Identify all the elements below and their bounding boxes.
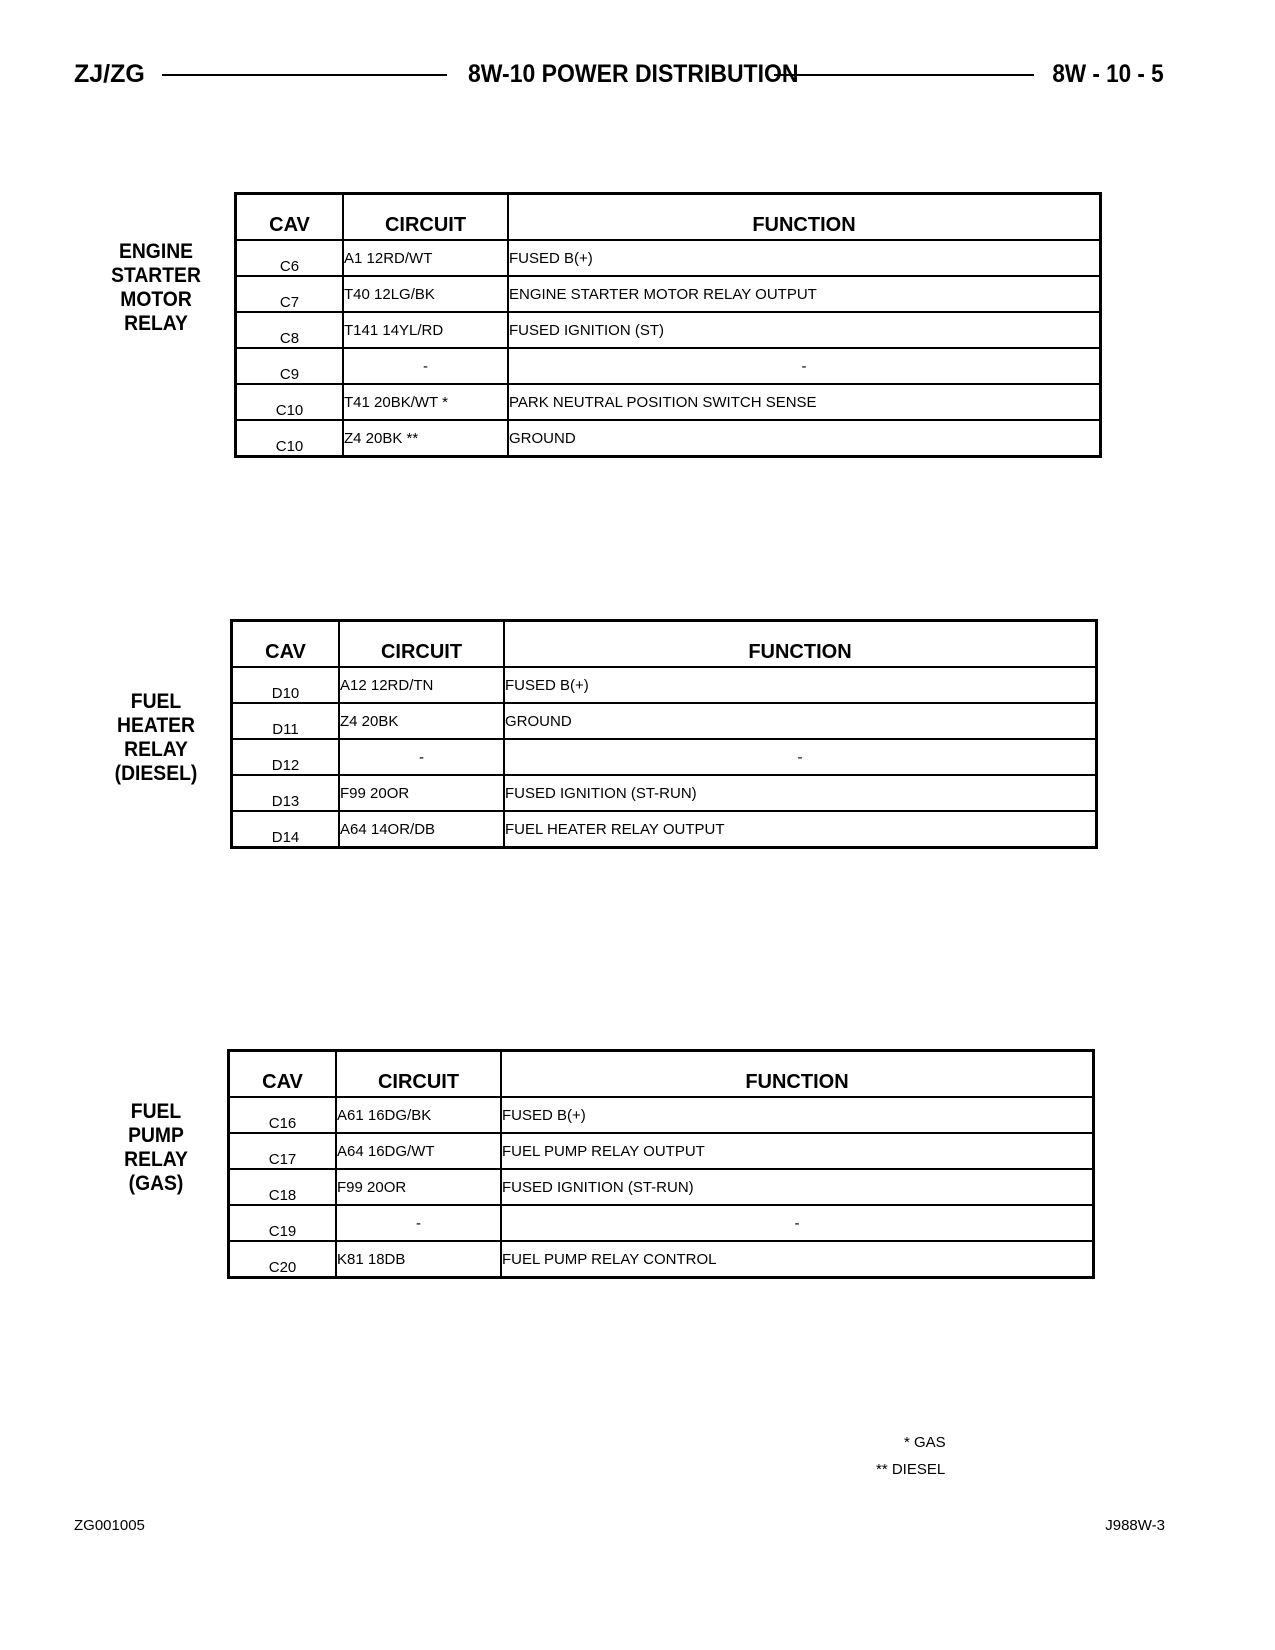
circuit-cell: K81 18DB <box>336 1241 501 1278</box>
function-cell: - <box>508 348 1101 384</box>
cav-cell: C17 <box>229 1133 337 1169</box>
circuit-cell: F99 20OR <box>339 775 504 811</box>
function-cell: FUSED IGNITION (ST-RUN) <box>504 775 1097 811</box>
table-row <box>232 775 1097 811</box>
function-cell: FUSED B(+) <box>501 1097 1094 1133</box>
table-row <box>236 420 1101 457</box>
table-header-row <box>229 1051 1094 1098</box>
cav-cell: D14 <box>232 811 340 848</box>
function-cell: FUSED B(+) <box>508 240 1101 276</box>
engine-starter-motor-relay-table <box>234 192 1102 458</box>
cav-cell: C10 <box>236 420 344 457</box>
cav-cell: D10 <box>232 667 340 703</box>
function-cell: FUEL PUMP RELAY CONTROL <box>501 1241 1094 1278</box>
circuit-cell: Z4 20BK ** <box>343 420 508 457</box>
function-header: FUNCTION <box>508 194 1101 241</box>
circuit-cell: Z4 20BK <box>339 703 504 739</box>
page-header <box>74 56 1164 96</box>
table-row <box>232 703 1097 739</box>
table-row <box>229 1241 1094 1278</box>
function-cell: GROUND <box>504 703 1097 739</box>
cav-cell: C20 <box>229 1241 337 1278</box>
cav-header: CAV <box>229 1051 337 1098</box>
cav-cell: C10 <box>236 384 344 420</box>
cav-cell: C18 <box>229 1169 337 1205</box>
table-row <box>232 739 1097 775</box>
circuit-header: CIRCUIT <box>339 621 504 668</box>
cav-cell: C8 <box>236 312 344 348</box>
fuel-pump-relay-table <box>227 1049 1095 1279</box>
table-row <box>232 667 1097 703</box>
fuel-heater-relay-table <box>230 619 1098 849</box>
function-cell: - <box>501 1205 1094 1241</box>
table-row <box>229 1133 1094 1169</box>
engine-starter-motor-relay-label: ENGINE STARTER MOTOR RELAY <box>111 240 201 335</box>
header-rule-left <box>162 74 447 76</box>
cav-cell: D12 <box>232 739 340 775</box>
cav-cell: D13 <box>232 775 340 811</box>
page-number: 8W - 10 - 5 <box>1052 60 1164 88</box>
table-row <box>236 276 1101 312</box>
function-cell: GROUND <box>508 420 1101 457</box>
cav-header: CAV <box>232 621 340 668</box>
circuit-cell: A64 14OR/DB <box>339 811 504 848</box>
table-row <box>236 312 1101 348</box>
function-cell: FUEL HEATER RELAY OUTPUT <box>504 811 1097 848</box>
header-rule-right <box>774 74 1034 76</box>
circuit-cell: T41 20BK/WT * <box>343 384 508 420</box>
table-row <box>229 1205 1094 1241</box>
figure-id-right: J988W-3 <box>1105 1517 1165 1534</box>
circuit-header: CIRCUIT <box>343 194 508 241</box>
cav-cell: C19 <box>229 1205 337 1241</box>
cav-cell: C9 <box>236 348 344 384</box>
circuit-cell: A1 12RD/WT <box>343 240 508 276</box>
function-cell: FUSED B(+) <box>504 667 1097 703</box>
figure-id-left: ZG001005 <box>74 1517 145 1534</box>
table-row <box>236 384 1101 420</box>
circuit-cell: T141 14YL/RD <box>343 312 508 348</box>
model-code: ZJ/ZG <box>74 60 145 88</box>
section-title: 8W-10 POWER DISTRIBUTION <box>468 60 799 88</box>
function-header: FUNCTION <box>504 621 1097 668</box>
table-header-row <box>232 621 1097 668</box>
function-cell: - <box>504 739 1097 775</box>
cav-cell: C16 <box>229 1097 337 1133</box>
circuit-cell: - <box>336 1205 501 1241</box>
circuit-cell: A61 16DG/BK <box>336 1097 501 1133</box>
table-row <box>236 348 1101 384</box>
function-cell: FUSED IGNITION (ST-RUN) <box>501 1169 1094 1205</box>
cav-cell: C6 <box>236 240 344 276</box>
cav-cell: D11 <box>232 703 340 739</box>
circuit-cell: F99 20OR <box>336 1169 501 1205</box>
circuit-cell: A64 16DG/WT <box>336 1133 501 1169</box>
table-row <box>232 811 1097 848</box>
diesel-footnote: ** DIESEL <box>876 1461 946 1478</box>
fuel-pump-relay-label: FUEL PUMP RELAY (GAS) <box>124 1100 188 1195</box>
circuit-cell: T40 12LG/BK <box>343 276 508 312</box>
table-row <box>236 240 1101 276</box>
circuit-header: CIRCUIT <box>336 1051 501 1098</box>
cav-header: CAV <box>236 194 344 241</box>
function-cell: PARK NEUTRAL POSITION SWITCH SENSE <box>508 384 1101 420</box>
circuit-cell: - <box>343 348 508 384</box>
circuit-cell: - <box>339 739 504 775</box>
function-cell: FUEL PUMP RELAY OUTPUT <box>501 1133 1094 1169</box>
table-row <box>229 1169 1094 1205</box>
table-row <box>229 1097 1094 1133</box>
function-cell: FUSED IGNITION (ST) <box>508 312 1101 348</box>
cav-cell: C7 <box>236 276 344 312</box>
table-header-row <box>236 194 1101 241</box>
fuel-heater-relay-label: FUEL HEATER RELAY (DIESEL) <box>114 690 198 785</box>
function-header: FUNCTION <box>501 1051 1094 1098</box>
function-cell: ENGINE STARTER MOTOR RELAY OUTPUT <box>508 276 1101 312</box>
gas-footnote: * GAS <box>904 1434 946 1451</box>
circuit-cell: A12 12RD/TN <box>339 667 504 703</box>
